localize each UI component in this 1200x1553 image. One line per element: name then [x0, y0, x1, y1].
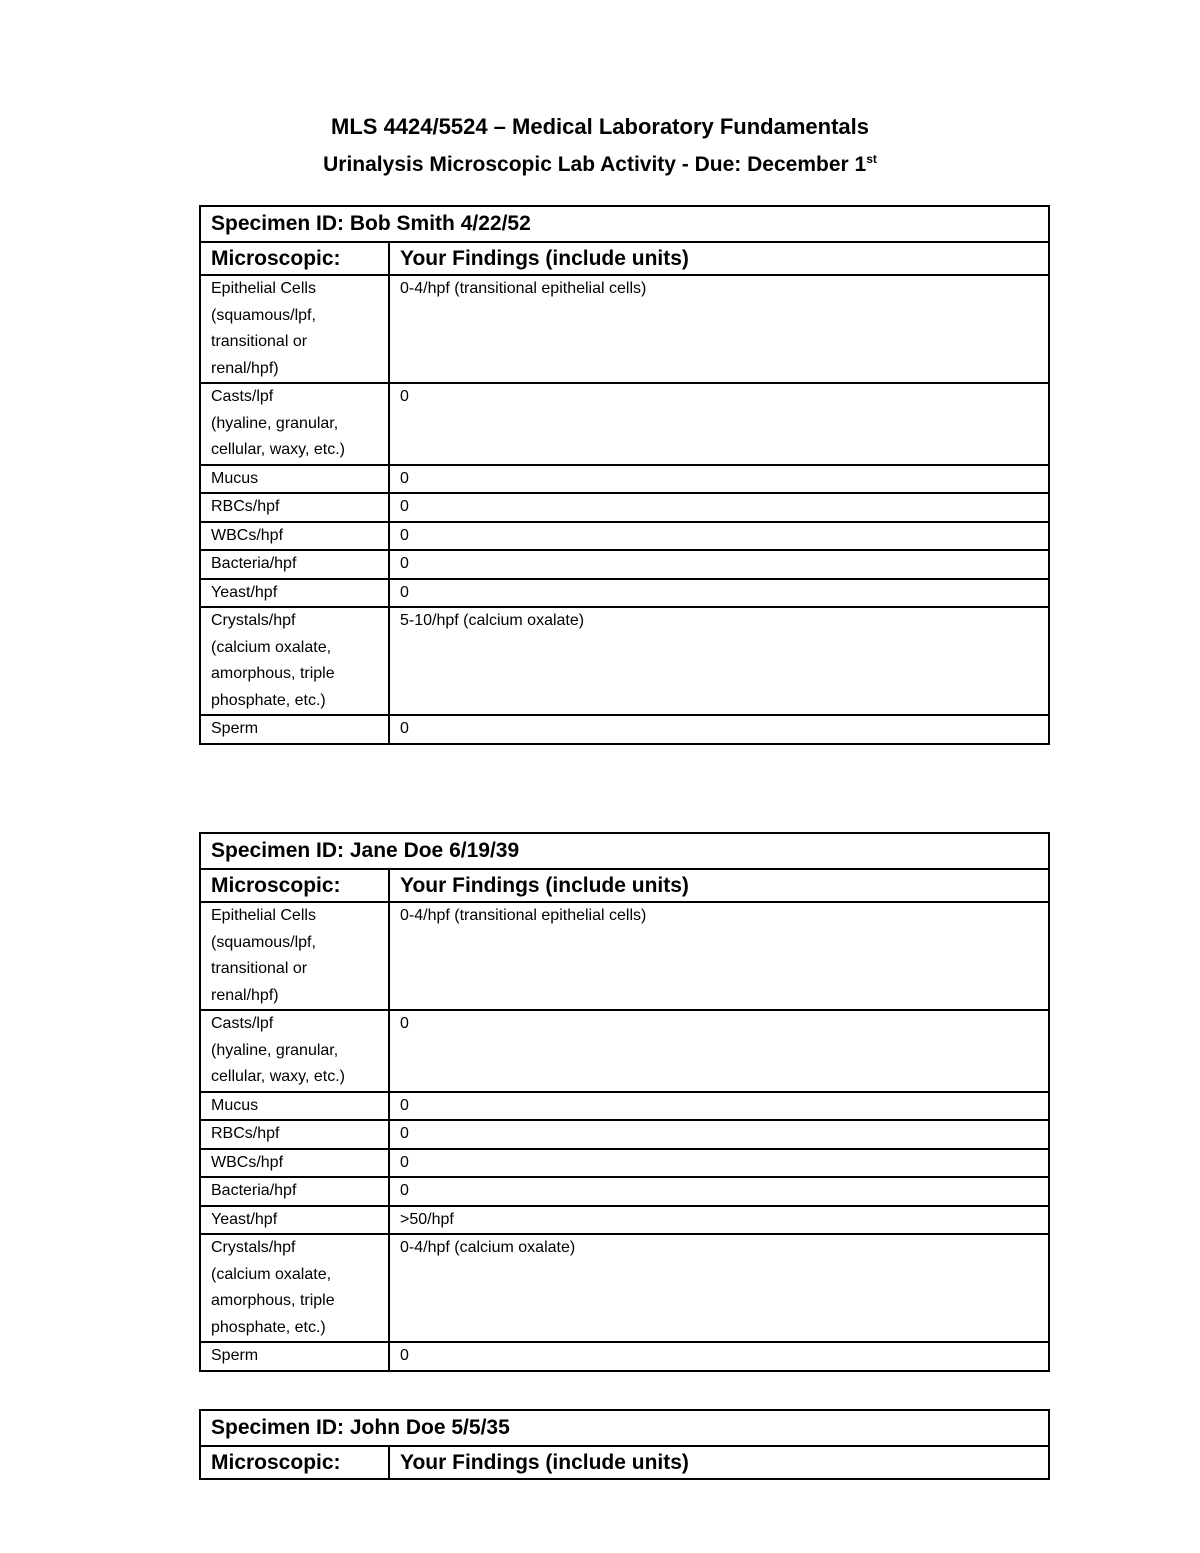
finding-value[interactable]: 0	[389, 1120, 1049, 1149]
row-label-line: renal/hpf)	[211, 986, 279, 1004]
table-row	[200, 550, 1049, 579]
subtitle-ordinal-suffix: st	[866, 152, 877, 166]
finding-value[interactable]: 0	[389, 579, 1049, 608]
row-label	[200, 607, 389, 715]
row-label: Sperm	[200, 1342, 389, 1371]
document-subtitle	[0, 148, 1200, 182]
row-label: WBCs/hpf	[200, 522, 389, 551]
table-row	[200, 1342, 1049, 1371]
row-label-line: renal/hpf)	[211, 359, 279, 377]
row-label: WBCs/hpf	[200, 1149, 389, 1178]
table-row	[200, 522, 1049, 551]
row-label: Mucus	[200, 1092, 389, 1121]
column-header-findings: Your Findings (include units)	[389, 242, 1049, 275]
row-label: Bacteria/hpf	[200, 550, 389, 579]
row-label-line: Crystals/hpf	[211, 612, 296, 629]
specimen-id: Specimen ID: Bob Smith 4/22/52	[200, 206, 1049, 242]
row-label: Bacteria/hpf	[200, 1177, 389, 1206]
row-label-line: (calcium oxalate,	[211, 638, 332, 656]
row-label-line: amorphous, triple	[211, 665, 335, 682]
table-row	[200, 493, 1049, 522]
row-label-line: (hyaline, granular,	[211, 414, 339, 432]
subtitle-text: Urinalysis Microscopic Lab Activity - Due: December 1	[323, 153, 867, 176]
row-label	[200, 383, 389, 465]
table-row	[200, 465, 1049, 494]
column-header-microscopic: Microscopic:	[200, 242, 389, 275]
table-row	[200, 1206, 1049, 1235]
row-label-line: (hyaline, granular,	[211, 1041, 339, 1059]
table-row	[200, 383, 1049, 465]
row-label	[200, 1010, 389, 1092]
finding-value[interactable]: 0	[389, 1149, 1049, 1178]
row-label-line: transitional or	[211, 333, 308, 350]
table-row	[200, 607, 1049, 715]
row-label-line: cellular, waxy, etc.)	[211, 1068, 345, 1085]
finding-value[interactable]: 0	[389, 465, 1049, 494]
row-label: Mucus	[200, 465, 389, 494]
finding-value[interactable]: 0	[389, 383, 1049, 465]
row-label-line: Epithelial Cells	[211, 907, 316, 924]
column-header-findings: Your Findings (include units)	[389, 869, 1049, 902]
row-label	[200, 275, 389, 383]
row-label-line: (squamous/lpf,	[211, 306, 316, 324]
column-header-microscopic: Microscopic:	[200, 1446, 389, 1479]
row-label-line: transitional or	[211, 960, 308, 977]
finding-value[interactable]: 0	[389, 1342, 1049, 1371]
row-label-line: Casts/lpf	[211, 1015, 274, 1032]
finding-value[interactable]: 5-10/hpf (calcium oxalate)	[389, 607, 1049, 715]
table-row	[200, 1234, 1049, 1342]
table-row	[200, 1149, 1049, 1178]
column-header-findings: Your Findings (include units)	[389, 1446, 1049, 1479]
finding-value[interactable]: 0	[389, 522, 1049, 551]
row-label: Yeast/hpf	[200, 1206, 389, 1235]
specimen-table-bob-smith	[199, 205, 1050, 745]
row-label-line: cellular, waxy, etc.)	[211, 441, 345, 458]
row-label: Sperm	[200, 715, 389, 744]
row-label: Yeast/hpf	[200, 579, 389, 608]
finding-value[interactable]: 0	[389, 493, 1049, 522]
row-label: RBCs/hpf	[200, 493, 389, 522]
row-label-line: phosphate, etc.)	[211, 1318, 326, 1336]
specimen-id: Specimen ID: Jane Doe 6/19/39	[200, 833, 1049, 869]
table-row	[200, 1177, 1049, 1206]
row-label-line: amorphous, triple	[211, 1292, 335, 1309]
finding-value[interactable]: >50/hpf	[389, 1206, 1049, 1235]
row-label-line: Casts/lpf	[211, 388, 274, 405]
table-row	[200, 1010, 1049, 1092]
table-row	[200, 902, 1049, 1010]
row-label-line: Epithelial Cells	[211, 280, 316, 297]
document-header	[0, 110, 1200, 182]
table-row	[200, 1092, 1049, 1121]
row-label-line: (squamous/lpf,	[211, 933, 316, 951]
finding-value[interactable]: 0	[389, 1177, 1049, 1206]
row-label	[200, 902, 389, 1010]
finding-value[interactable]: 0	[389, 550, 1049, 579]
specimen-table-jane-doe	[199, 832, 1050, 1372]
row-label	[200, 1234, 389, 1342]
table-row	[200, 579, 1049, 608]
finding-value[interactable]: 0-4/hpf (transitional epithelial cells)	[389, 902, 1049, 1010]
finding-value[interactable]: 0	[389, 715, 1049, 744]
row-label-line: phosphate, etc.)	[211, 691, 326, 709]
row-label-line: Crystals/hpf	[211, 1239, 296, 1256]
row-label: RBCs/hpf	[200, 1120, 389, 1149]
table-row	[200, 275, 1049, 383]
finding-value[interactable]: 0-4/hpf (transitional epithelial cells)	[389, 275, 1049, 383]
finding-value[interactable]: 0	[389, 1092, 1049, 1121]
document-title: MLS 4424/5524 – Medical Laboratory Fundamentals	[331, 114, 869, 139]
table-row	[200, 715, 1049, 744]
row-label-line: (calcium oxalate,	[211, 1265, 332, 1283]
column-header-microscopic: Microscopic:	[200, 869, 389, 902]
finding-value[interactable]: 0	[389, 1010, 1049, 1092]
finding-value[interactable]: 0-4/hpf (calcium oxalate)	[389, 1234, 1049, 1342]
table-row	[200, 1120, 1049, 1149]
specimen-id: Specimen ID: John Doe 5/5/35	[200, 1410, 1049, 1446]
specimen-table-john-doe	[199, 1409, 1050, 1480]
